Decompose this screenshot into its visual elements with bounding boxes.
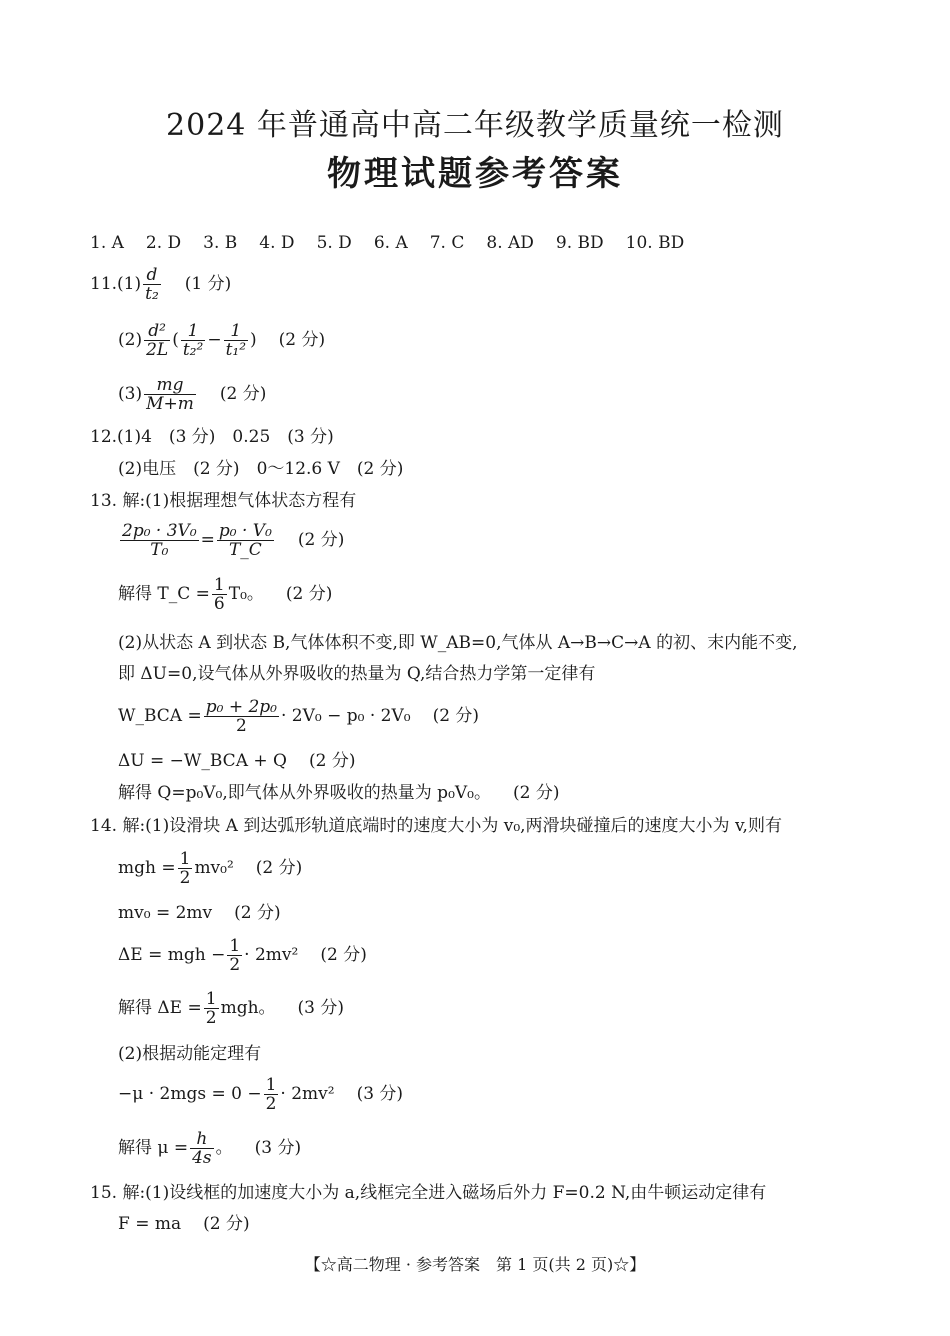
q12-part2: (2)电压 (2 分) 0～12.6 V (2 分) [118, 459, 404, 479]
fraction: $\frac{\text{p₀ · V₀}}{T\_C}$ [218, 521, 272, 560]
multiple-choice-answers [90, 232, 706, 254]
q13-equation-2: W_BCA = $\frac{\text{p₀ + 2p₀}}{2}$ · 2V₀ − p₀ · 2V₀ (2 分) [118, 697, 480, 736]
answer-1: 1. A [90, 233, 124, 253]
q15-intro: 15. 解:(1)设线框的加速度大小为 a,线框完全进入磁场后外力 F=0.2 N,由牛顿运动定律有 [90, 1183, 767, 1203]
fraction: $\frac{\text{p₀ + 2p₀}}{2}$ [205, 697, 277, 736]
fraction: $\frac{1}{2}$ [179, 849, 191, 888]
score: (2 分) [512, 783, 560, 803]
fraction: $\frac{d}{\text{t₂}}$ [145, 265, 159, 304]
fraction: $\frac{h}{4s}$ [192, 1129, 212, 1168]
fraction: $\frac{\text{2p₀ · 3V₀}}{\text{T₀}}$ [122, 521, 197, 560]
score: (2 分) [308, 751, 356, 771]
answer-5: 5. D [316, 233, 352, 253]
score: (2 分) [320, 945, 367, 965]
score: (2 分) [219, 384, 267, 404]
answer-7: 7. C [429, 233, 465, 253]
q11-part1: 11.(1) $\frac{d}{\text{t₂}}$ (1 分) [90, 265, 232, 304]
q13-part2-line2: 即 ΔU=0,设气体从外界吸收的热量为 Q,结合热力学第一定律有 [118, 664, 596, 684]
answer-3: 3. B [203, 233, 238, 253]
q14-equation-2: mv₀ = 2mv (2 分) [118, 903, 281, 923]
fraction: $\frac{1}{2}$ [229, 936, 241, 975]
score: (2 分) [432, 706, 480, 726]
q14-solution-2: 解得 μ = $\frac{h}{4s}$ 。 (3 分) [118, 1129, 302, 1168]
answer-9: 9. BD [555, 233, 604, 253]
score: (3 分) [356, 1084, 404, 1104]
exam-title: 2024 年普通高中高二年级教学质量统一检测 [166, 108, 784, 143]
q14-solution-1: 解得 ΔE = $\frac{1}{2}$ mgh。 (3 分) [118, 989, 345, 1028]
q15-equation-1: F = ma (2 分) [118, 1214, 250, 1234]
q12-part1: 12.(1)4 (3 分) 0.25 (3 分) [90, 427, 334, 447]
fraction: $\frac{1}{6}$ [213, 575, 225, 614]
score: (2 分) [285, 584, 333, 604]
answer-6: 6. A [373, 233, 408, 253]
page-footer: 【☆高二物理 · 参考答案 第 1 页(共 2 页)☆】 [304, 1255, 646, 1274]
score: (2 分) [278, 330, 326, 350]
answer-4: 4. D [259, 233, 295, 253]
fraction: $\frac{1}{2}$ [205, 989, 217, 1028]
score: (2 分) [234, 903, 281, 923]
q13-equation-1: $\frac{\text{2p₀ · 3V₀}}{\text{T₀}}$ = $\frac{\text{p₀ · V₀}}{T\_C}$ (2 分) [122, 521, 345, 560]
score: (1 分) [184, 274, 232, 294]
q13-solution-1: 解得 T_C = $\frac{1}{6}$ T₀。 (2 分) [118, 575, 333, 614]
q14-equation-3: ΔE = mgh − $\frac{1}{2}$ · 2mv² (2 分) [118, 936, 367, 975]
q11-part3: (3) $\frac{mg}{M+m}$ (2 分) [118, 375, 267, 414]
score: (3 分) [254, 1138, 302, 1158]
q11-part2: (2) $\frac{\text{d²}}{2L}$ ( $\frac{1}{\text{t₂²}}$ − $\frac{1}{\text{t₁²}}$ ) (2 分) [118, 321, 326, 360]
score: (2 分) [297, 530, 345, 550]
q14-intro: 14. 解:(1)设滑块 A 到达弧形轨道底端时的速度大小为 v₀,两滑块碰撞后的速度大小为 v,则有 [90, 816, 782, 836]
q13-solution-2: 解得 Q=p₀V₀,即气体从外界吸收的热量为 p₀V₀。 (2 分) [118, 783, 560, 803]
fraction: $\frac{\text{d²}}{2L}$ [146, 321, 169, 360]
answer-key-title: 物理试题参考答案 [327, 154, 623, 194]
answer-10: 10. BD [625, 233, 685, 253]
score: (2 分) [255, 858, 303, 878]
fraction: $\frac{1}{2}$ [265, 1075, 277, 1114]
fraction: $\frac{1}{\text{t₁²}}$ [225, 321, 247, 360]
q13-equation-3: ΔU = −W_BCA + Q (2 分) [118, 751, 356, 771]
score: (3 分) [297, 998, 345, 1018]
answer-8: 8. AD [486, 233, 534, 253]
q13-part2-line1: (2)从状态 A 到状态 B,气体体积不变,即 W_AB=0,气体从 A→B→C→A 的初、末内能不变, [118, 633, 798, 653]
fraction: $\frac{mg}{M+m}$ [146, 375, 194, 414]
score: (2 分) [203, 1214, 250, 1234]
q14-equation-4: −μ · 2mgs = 0 − $\frac{1}{2}$ · 2mv² (3 分) [118, 1075, 404, 1114]
q14-part2: (2)根据动能定理有 [118, 1044, 262, 1064]
answer-2: 2. D [145, 233, 182, 253]
q13-intro: 13. 解:(1)根据理想气体状态方程有 [90, 491, 357, 511]
q14-equation-1: mgh = $\frac{1}{2}$ mv₀² (2 分) [118, 849, 303, 888]
fraction: $\frac{1}{\text{t₂²}}$ [182, 321, 204, 360]
